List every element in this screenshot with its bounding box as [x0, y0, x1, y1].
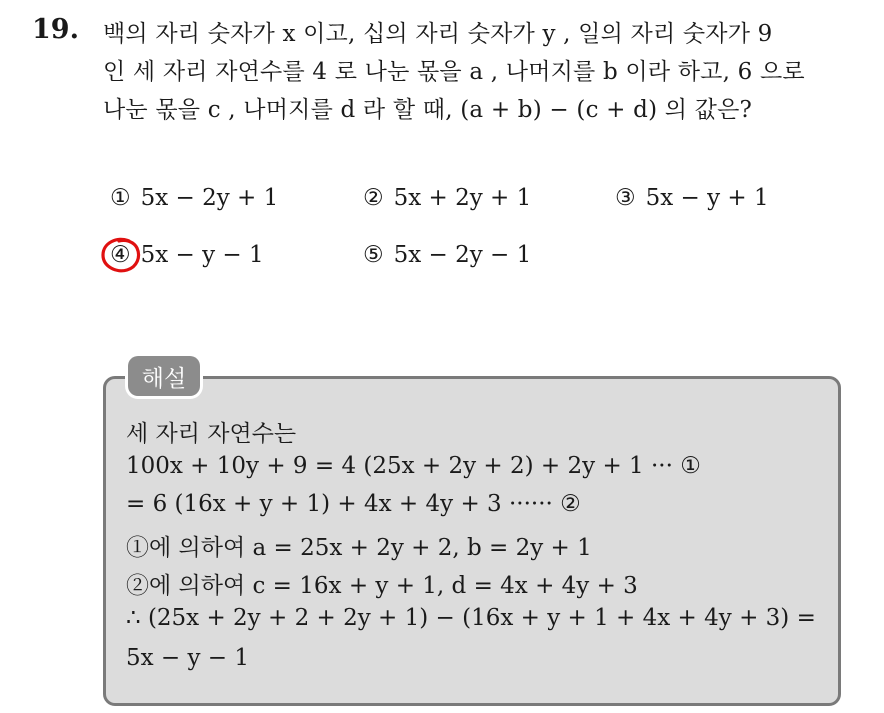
question-line-3: 나눈 몫을 c , 나머지를 d 라 할 때, (a + b) − (c + d) 의 값은? [103, 97, 753, 123]
explanation-line-2: 100x + 10y + 9 = 4 (25x + 2y + 2) + 2y + 1 ··· ① [126, 453, 701, 479]
choice-4-number: ④ [110, 242, 131, 268]
choice-5-text: 5x − 2y − 1 [393, 242, 532, 268]
choice-5[interactable] [363, 242, 531, 268]
explanation-line-4: ①에 의하여 a = 25x + 2y + 2, b = 2y + 1 [126, 535, 592, 561]
explanation-line-6: ∴ (25x + 2y + 2 + 2y + 1) − (16x + y + 1 + 4x + 4y + 3) = [126, 605, 816, 631]
explanation-line-1: 세 자리 자연수는 [126, 421, 297, 447]
choice-1[interactable] [110, 185, 278, 211]
explanation-line-3: = 6 (16x + y + 1) + 4x + 4y + 3 ······ ② [126, 491, 581, 517]
question-number: 19. [32, 14, 79, 45]
explanation-line-7: 5x − y − 1 [126, 645, 250, 671]
choice-1-number: ① [110, 185, 131, 211]
choice-1-text: 5x − 2y + 1 [140, 185, 279, 211]
choice-5-number: ⑤ [363, 242, 384, 268]
question-line-1: 백의 자리 숫자가 x 이고, 십의 자리 숫자가 y , 일의 자리 숫자가 9 [103, 21, 773, 47]
explanation-tag: 해설 [128, 356, 200, 396]
choice-3[interactable] [615, 185, 769, 211]
choice-2-number: ② [363, 185, 384, 211]
choice-4-text: 5x − y − 1 [140, 242, 264, 268]
choice-3-text: 5x − y + 1 [645, 185, 769, 211]
choice-2[interactable] [363, 185, 531, 211]
answer-circle-mark [99, 235, 143, 275]
choice-2-text: 5x + 2y + 1 [393, 185, 532, 211]
question-line-2: 인 세 자리 자연수를 4 로 나눈 몫을 a , 나머지를 b 이라 하고, 6 으로 [103, 59, 805, 85]
choice-3-number: ③ [615, 185, 636, 211]
explanation-line-5: ②에 의하여 c = 16x + y + 1, d = 4x + 4y + 3 [126, 573, 638, 599]
